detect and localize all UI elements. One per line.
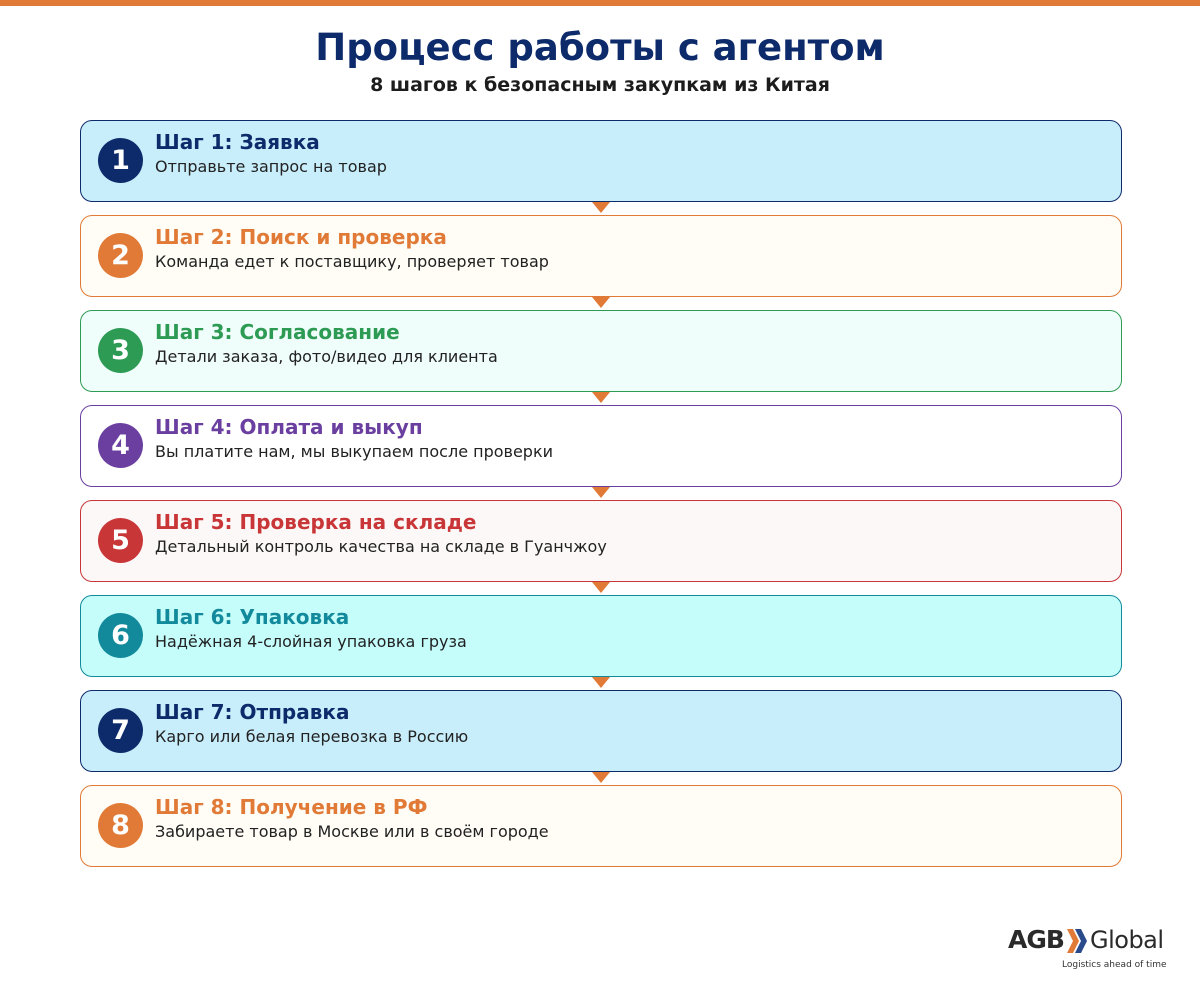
step-card-3: [80, 310, 1122, 392]
step-title: Шаг 8: Получение в РФ: [155, 795, 428, 819]
step-description: Команда едет к поставщику, проверяет товар: [155, 252, 549, 271]
step-description: Вы платите нам, мы выкупаем после проверки: [155, 442, 554, 461]
step-title: Шаг 1: Заявка: [155, 130, 320, 154]
page-title: Процесс работы с агентом: [315, 26, 885, 69]
step-connector-arrow: [592, 677, 610, 688]
step-connector-arrow: [592, 487, 610, 498]
step-card-8: [80, 785, 1122, 867]
step-card-4: [80, 405, 1122, 487]
step-description: Карго или белая перевозка в Россию: [155, 727, 469, 746]
step-card-1: [80, 120, 1122, 202]
step-number-badge: 1: [98, 138, 143, 183]
step-number-badge: 4: [98, 423, 143, 468]
step-number-badge: 5: [98, 518, 143, 563]
logo-tagline: Logistics ahead of time: [1062, 960, 1167, 970]
logo-name: Global: [1090, 926, 1164, 954]
step-description: Отправьте запрос на товар: [155, 157, 387, 176]
top-accent-bar: [0, 0, 1200, 6]
step-number-badge: 7: [98, 708, 143, 753]
step-description: Надёжная 4-слойная упаковка груза: [155, 632, 467, 651]
page-subtitle: 8 шагов к безопасным закупкам из Китая: [370, 74, 830, 96]
step-number-badge: 2: [98, 233, 143, 278]
step-number-badge: 6: [98, 613, 143, 658]
step-number-badge: 8: [98, 803, 143, 848]
step-number-badge: 3: [98, 328, 143, 373]
logo-brand: AGB: [1008, 925, 1064, 954]
step-title: Шаг 4: Оплата и выкуп: [155, 415, 423, 439]
step-card-7: [80, 690, 1122, 772]
agb-global-logo: [1008, 924, 1173, 974]
step-connector-arrow: [592, 582, 610, 593]
step-connector-arrow: [592, 392, 610, 403]
step-connector-arrow: [592, 202, 610, 213]
step-title: Шаг 3: Согласование: [155, 320, 400, 344]
double-chevron-icon: [1065, 927, 1089, 955]
step-card-2: [80, 215, 1122, 297]
step-title: Шаг 6: Упаковка: [155, 605, 350, 629]
step-card-5: [80, 500, 1122, 582]
step-title: Шаг 7: Отправка: [155, 700, 350, 724]
step-title: Шаг 5: Проверка на складе: [155, 510, 477, 534]
step-card-6: [80, 595, 1122, 677]
step-description: Детали заказа, фото/видео для клиента: [155, 347, 498, 366]
step-connector-arrow: [592, 297, 610, 308]
step-title: Шаг 2: Поиск и проверка: [155, 225, 447, 249]
step-description: Детальный контроль качества на складе в Гуанчжоу: [155, 537, 607, 556]
step-description: Забираете товар в Москве или в своём городе: [155, 822, 549, 841]
step-connector-arrow: [592, 772, 610, 783]
